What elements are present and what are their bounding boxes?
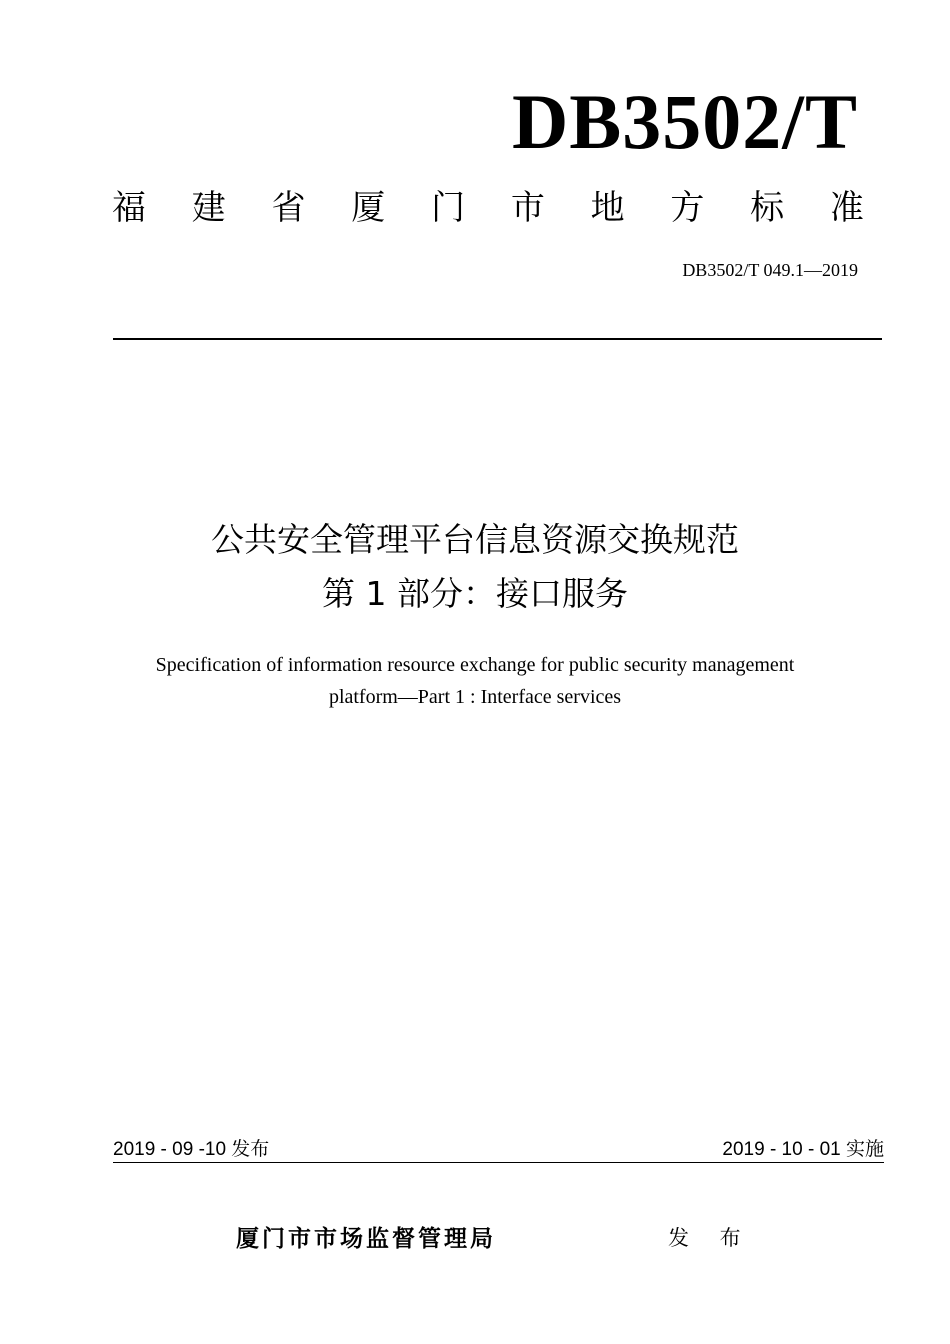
title-cn-line2: 第 1 部分：接口服务 [322, 574, 628, 613]
header-divider [113, 338, 882, 340]
standard-category [112, 186, 864, 230]
category-char: 门 [431, 188, 466, 228]
category-char: 标 [750, 188, 785, 228]
category-char: 市 [510, 188, 545, 228]
publisher: 厦门市市场监督管理局 [236, 1226, 496, 1252]
footer-divider [113, 1162, 884, 1163]
implementation-date: 2019 - 10 - 01 实施 [722, 1139, 884, 1160]
issue-date: 2019 - 09 -10 发布 [113, 1139, 270, 1160]
category-char: 省 [271, 188, 306, 228]
category-char: 福 [112, 188, 146, 228]
category-char: 地 [590, 188, 625, 228]
publish-label: 发 布 [668, 1226, 753, 1250]
category-char: 准 [829, 188, 864, 228]
title-en-line1: Specification of information resource exchange for public security management [155, 654, 795, 676]
category-char: 厦 [351, 188, 386, 228]
category-char: 建 [191, 188, 226, 228]
title-cn-line1: 公共安全管理平台信息资源交换规范 [211, 520, 739, 559]
standard-code: DB3502/T [511, 78, 858, 165]
title-en-line2: platform—Part 1 : Interface services [328, 686, 622, 708]
standard-number: DB3502/T 049.1—2019 [682, 260, 858, 280]
category-char: 方 [670, 188, 705, 228]
